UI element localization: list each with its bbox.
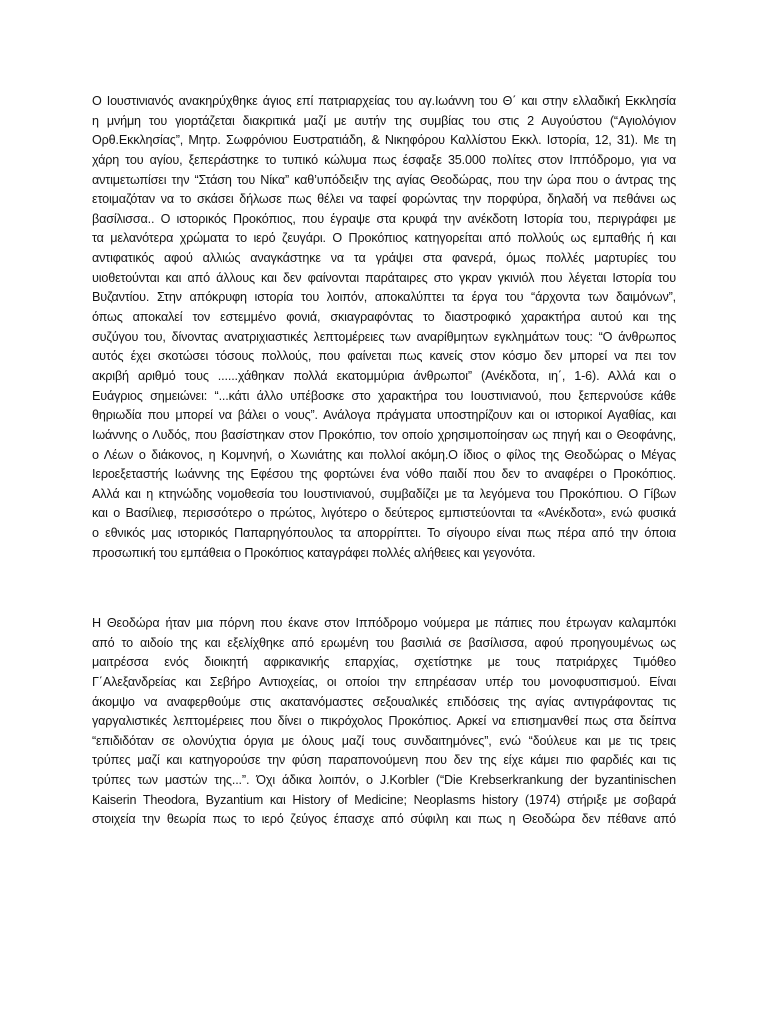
text-line: συζύγου του, δίνοντας ανατριχιαστικές λεπτομέρειες των αναρίθμητων εγκλημάτων τους: “Ο άνθρωπος — [92, 329, 676, 344]
text-line: αντιμετωπίσει την “Στάση του Νίκα” καθ’υπόδειξιν της αγίας Θεοδώρας, που την ώρα που ο άντρας της — [92, 172, 676, 187]
text-line: τρύπες μαζί και κατηγορούσε την φύση παραπονούμενη που δεν της είχε κάμει πιο φαρδιές και τις — [92, 753, 676, 768]
text-line: “επιδιδόταν σε ολονύχτια όργια με όλους μαζί τους συνδαιτημόνες”, ενώ “δούλευε και με τις τρεις — [92, 733, 676, 748]
text-line: ακριβή αριθμό τους ......χάθηκαν πολλά εκατομμύρια άνθρωποι” (Ανέκδοτα, ιη΄, 1-6). Αλλά και ο — [92, 368, 676, 383]
text-line: ο Λέων ο διάκονος, η Κομνηνή, ο Χωνιάτης και πολλοί ακόμη.Ο ίδιος ο φίλος της Θεοδώρας ο Μέγας — [92, 447, 676, 462]
text-line: Kaiserin Theodora, Byzantium και History of Medicine; Neoplasms history (1974) στήριξε με σοβαρά — [92, 792, 676, 807]
text-line: τα μελανότερα χρώματα το ιερό ζευγάρι. Ο Προκόπιος κατηγορείται από πολλούς ως εμπαθής ή και — [92, 231, 676, 246]
text-line: Αλλά και η κτηνώδης νομοθεσία του Ιουστινιανού, συμβαδίζει με τα λεγόμενα του Προκόπιου. Ο Γίβων — [92, 486, 676, 501]
text-line: και ο Βασίλιεφ, περισσότερο ο πρώτος, λιγότερο ο δεύτερος εμπιστεύονται τα «Ανέκδοτα», ενώ φυσικά — [92, 506, 676, 521]
text-line: Ο Ιουστινιανός ανακηρύχθηκε άγιος επί πατριαρχείας του αγ.Ιωάννη του Θ΄ και στην ελλαδική Εκκλησία — [92, 94, 676, 108]
text-line: άκομψο να αναφερθούμε στις ακατανόμαστες σεξουαλικές επιδόσεις της αγίας αντιγράφοντας τις — [92, 694, 676, 709]
text-line: όπως αποκαλεί τον εστεμμένο φονιά, σκιαγραφόντας το διαστροφικό χαρακτήρα αυτού και της — [92, 310, 676, 325]
paragraph-justinian — [92, 92, 676, 563]
text-line: γαργαλιστικές λεπτομέρειες που δίνει ο πικρόχολος Προκόπιος. Αρκεί να επισημανθεί πως στα δείπνα — [92, 714, 676, 729]
text-line: Γ΄Αλεξανδρείας και Σεβήρο Αντιοχείας, οι οποίοι την επηρέασαν υπέρ του μονοφυσιτισμού. Είναι — [92, 674, 676, 689]
text-line: Η Θεοδώρα ήταν μια πόρνη που έκανε στον Ιππόδρομο νούμερα με πάπιες που έτρωγαν καλαμπόκι — [92, 616, 676, 630]
text-line: Βυζαντίου. Στην απόκρυφη ιστορία του λοιπόν, αποκαλύπτει τα έργα του “άρχοντα των δαιμόνων”, — [92, 290, 676, 305]
text-line: αντιφατικός αφού αλλιώς αναγκάστηκε να τα γράψει στα φανερά, όμως πολλές μαρτυρίες του — [92, 251, 676, 266]
text-line: θηριωδία που μπορεί να βάλει ο νους”. Ανάλογα πράγματα υποστηρίζουν και οι ιστορικοί Αγαθίας, και — [92, 408, 676, 423]
text-line: Ιεροεξεταστής Ιωάννης της Εφέσου της φορτώνει ένα νόθο παιδί που δεν το αναφέρει ο Προκόπιος. — [92, 467, 676, 482]
paragraph-theodora — [92, 614, 676, 830]
text-line: Ορθ.Εκκλησίας”, Μητρ. Σωφρόνιου Ευστρατιάδη, & Νικηφόρου Καλλίστου Εκκλ. Ιστορία, 12, 31). Με τη — [92, 133, 676, 148]
text-line: ετοιμαζόταν να το σκάσει δήλωσε πως θέλει να ταφεί φορώντας την πορφύρα, δηλαδή να πεθάνει ως — [92, 192, 676, 207]
text-line: υιοθετούνται και από άλλους και δεν φαίνονται παράταιρες στο γκραν γκινιόλ που λέγεται Ιστορία του — [92, 270, 676, 285]
text-line: χάρη του αγίου, ξεπεράστηκε το τυπικό κώλυμα πως έσφαξε 35.000 πολίτες στον Ιππόδρομο, για να — [92, 152, 676, 167]
text-line: μαιτρέσσα ενός διοικητή αφρικανικής επαρχίας, σχετίστηκε με τους πατριάρχες Τιμόθεο — [92, 655, 676, 670]
text-line: στοιχεία την θεωρία πως το ιερό ζεύγος έπασχε από σύφιλη και πως η Θεοδώρα δεν πέθανε από — [92, 812, 676, 827]
text-line: αυτός έχει σκοτώσει τόσους πολλούς, που φαίνεται πως κανείς στον κόσμο δεν μπορεί να πει τον — [92, 349, 676, 364]
text-line: προσωπική του εμπάθεια ο Προκόπιος καταγράφει πολλές αλήθειες και γεγονότα. — [92, 545, 536, 560]
text-line: βασίλισσα.. Ο ιστορικός Προκόπιος, που έγραψε στα κρυφά την ανέκδοτη Ιστορία του, περιγράφει με — [92, 211, 676, 226]
text-line: Ευάγριος σημειώνει: “...κάτι άλλο υπέβοσκε στο χαρακτήρα του Ιουστινιανού, που ξεπερνούσε κάθε — [92, 388, 676, 403]
text-line: η μνήμη του γιορτάζεται διακριτικά μαζί με αυτήν της συμβίας του στις 2 Αυγούστου (“Αγιολόγιον — [92, 113, 676, 128]
text-line: τρύπες των μαστών της...”. Όχι άδικα λοιπόν, ο J.Korbler (“Die Krebserkrankung der byzantinischen — [92, 773, 676, 788]
text-line: από το αιδοίο της και εξελίχθηκε από ερωμένη του βασιλιά σε βασίλισσα, αφού προηγουμένως ως — [92, 635, 676, 650]
text-line: Ιωάννης ο Λυδός, που βασίστηκαν στον Προκόπιο, τον οποίο χρησιμοποίησαν ως πηγή και ο Θεοφάνης, — [92, 427, 676, 442]
text-line: ο εθνικός μας ιστορικός Παπαρηγόπουλος τα απορρίπτει. Το σίγουρο είναι πως πέρα από την όποια — [92, 526, 676, 541]
